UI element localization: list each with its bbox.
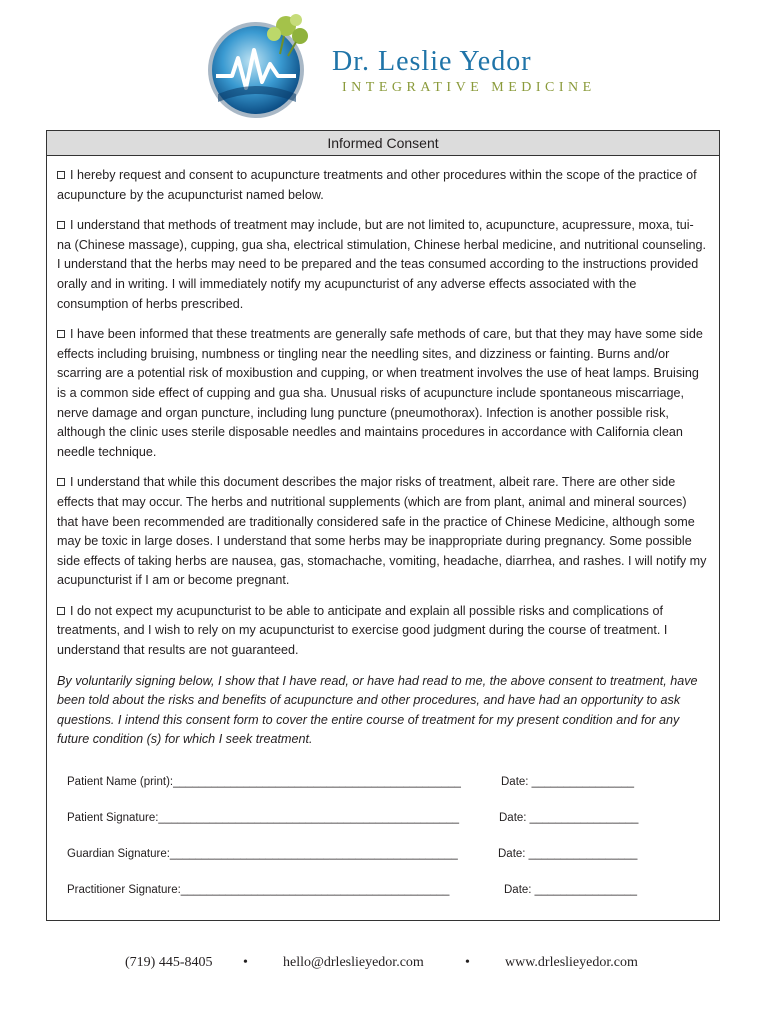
- signature-row: [67, 884, 719, 920]
- footer-website[interactable]: www.drleslieyedor.com: [505, 955, 638, 970]
- brand-subtitle: INTEGRATIVE MEDICINE: [342, 80, 596, 95]
- paragraph-text: I understand that methods of treatment may include, but are not limited to, acupuncture, acupressure, moxa, tui-na (Chinese massage), cupping, gua sha, electrical stimulation, Chinese herbal medicine, and nutritional counseling. I understand that the herbs may need to be prepared and the teas consumed according to the instructions provided orally and in writing. I will immediately notify my acupuncturist of any adverse effects associated with the consumption of herbs prescribed.: [57, 218, 706, 311]
- brand-name: Dr. Leslie Yedor: [332, 46, 532, 77]
- patient-signature-date-field[interactable]: Date: _________________: [499, 812, 639, 824]
- footer: [0, 955, 770, 975]
- footer-separator: •: [243, 955, 248, 970]
- signature-row: [67, 812, 719, 848]
- patient-name-date-field[interactable]: Date: ________________: [501, 776, 635, 788]
- patient-name-field[interactable]: Patient Name (print):_____________________________________________: [67, 776, 461, 788]
- form-title: Informed Consent: [47, 131, 719, 156]
- checkbox[interactable]: [57, 221, 65, 229]
- patient-signature-field[interactable]: Patient Signature:_______________________________________________: [67, 812, 460, 824]
- footer-phone[interactable]: (719) 445-8405: [125, 955, 213, 970]
- checkbox[interactable]: [57, 607, 65, 615]
- footer-email[interactable]: hello@drleslieyedor.com: [283, 955, 424, 970]
- footer-separator: •: [465, 955, 470, 970]
- practitioner-signature-field[interactable]: Practitioner Signature:__________________________________________: [67, 884, 450, 896]
- signature-row: [67, 776, 719, 812]
- consent-paragraph: [57, 325, 707, 462]
- logo-emblem: [200, 6, 316, 122]
- consent-paragraph: [57, 602, 707, 661]
- checkbox[interactable]: [57, 330, 65, 338]
- form-body: [47, 156, 719, 750]
- consent-paragraph: [57, 473, 707, 591]
- guardian-signature-date-field[interactable]: Date: _________________: [498, 848, 638, 860]
- consent-paragraph: [57, 166, 707, 205]
- checkbox[interactable]: [57, 478, 65, 486]
- paragraph-text: I have been informed that these treatments are generally safe methods of care, but that they may have some side effects including bruising, numbness or tingling near the needling sites, and dizziness or fainting. Burns and/or scarring are a potential risk of moxibustion and cupping, or when treatment involves the use of heat lamps. Bruising is a common side effect of cupping and gua sha. Unusual risks of acupuncture include spontaneous miscarriage, nerve damage and organ puncture, including lung puncture (pneumothorax). Infection is another possible risk, although the clinic uses sterile disposable needles and maintains procedures in accordance with California clean needle technique.: [57, 327, 703, 459]
- paragraph-text: I hereby request and consent to acupuncture treatments and other procedures within the scope of the practice of acupuncture by the acupuncturist named below.: [57, 168, 697, 202]
- checkbox[interactable]: [57, 171, 65, 179]
- consent-paragraph: [57, 216, 707, 314]
- paragraph-text: I understand that while this document describes the major risks of treatment, albeit rare. There are other side effects that may occur. The herbs and nutritional supplements (which are from plant, animal and mineral sources) that have been recommended are traditionally considered safe in the practice of Chinese Medicine, although some may be toxic in large doses. I understand that some herbs may be inappropriate during pregnancy. Some possible side effects of taking herbs are nausea, gas, stomachache, vomiting, headache, diarrhea, and rashes. I will notify my acupuncturist if I am or become pregnant.: [57, 475, 707, 588]
- consent-form: [46, 130, 720, 921]
- signature-section: [67, 776, 719, 920]
- consent-statement: By voluntarily signing below, I show that I have read, or have had read to me, the above consent to treatment, have been told about the risks and benefits of acupuncture and other procedures, and have had an opportunity to ask questions. I intend this consent form to cover the entire course of treatment for my present condition and for any future condition (s) for which I seek treatment.: [57, 673, 698, 747]
- guardian-signature-field[interactable]: Guardian Signature:_____________________________________________: [67, 848, 458, 860]
- practitioner-signature-date-field[interactable]: Date: ________________: [504, 884, 638, 896]
- paragraph-text: I do not expect my acupuncturist to be able to anticipate and explain all possible risks and complications of treatments, and I wish to rely on my acupuncturist to exercise good judgment during the course of treatment. I understand that results are not guaranteed.: [57, 603, 668, 658]
- signature-row: [67, 848, 719, 884]
